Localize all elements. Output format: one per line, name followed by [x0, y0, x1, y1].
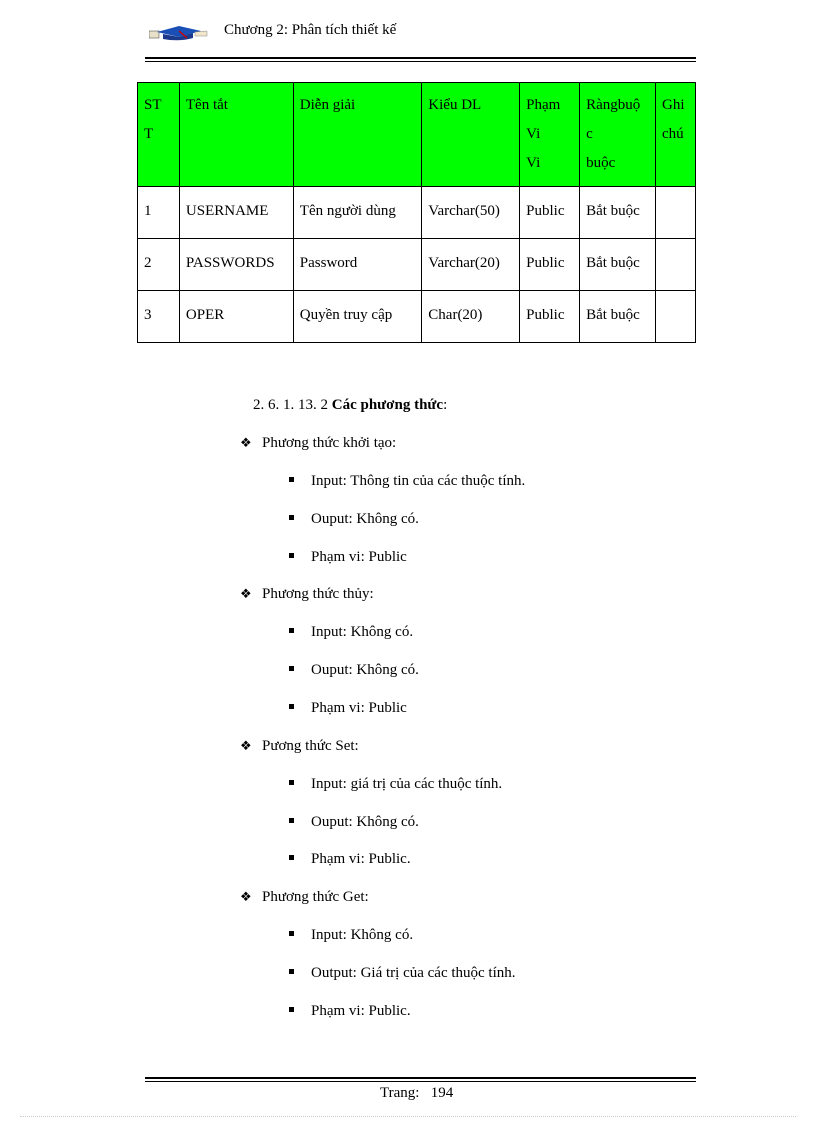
table-row	[138, 187, 696, 239]
footer-rule	[145, 1077, 696, 1079]
table-cell: Public	[520, 239, 580, 291]
table-cell: Public	[520, 291, 580, 343]
square-bullet-icon	[289, 553, 294, 558]
table-cell: USERNAME	[179, 187, 293, 239]
method-item: ❖ Phương thức khởi tạo:	[240, 435, 397, 451]
list-item: Phạm vi: Public	[289, 700, 407, 717]
list-item: Phạm vi: Public	[289, 549, 407, 566]
footer-rule-thin	[145, 1081, 696, 1082]
diamond-bullet-icon: ❖	[240, 739, 252, 754]
page-header	[147, 18, 695, 46]
list-item: Input: Không có.	[289, 624, 413, 641]
page-edge-dots	[20, 1116, 796, 1117]
list-item: Input: Thông tin của các thuộc tính.	[289, 473, 525, 490]
diamond-bullet-icon: ❖	[240, 436, 252, 451]
method-item: ❖ Pương thức Set:	[240, 738, 359, 754]
table-cell: OPER	[179, 291, 293, 343]
section-number: 2. 6. 1. 13. 2	[253, 397, 332, 413]
table-cell: Tên người dùng	[293, 187, 422, 239]
header-cell-ghi-chu: Ghi chú	[656, 83, 696, 187]
header-cell-rang-buoc: Ràngbuộ c buộc	[580, 83, 656, 187]
list-item: Phạm vi: Public.	[289, 851, 411, 868]
header-cell-dien-giai: Diễn giải	[293, 83, 422, 187]
method-item: ❖ Phương thức thủy:	[240, 586, 374, 602]
table-cell	[656, 239, 696, 291]
square-bullet-icon	[289, 704, 294, 709]
square-bullet-icon	[289, 628, 294, 633]
header-cell-pham-vi: Phạm Vi Vi	[520, 83, 580, 187]
table-cell: 3	[138, 291, 180, 343]
section-title: Các phương thức	[331, 397, 444, 413]
section-heading: 2. 6. 1. 13. 2 Các phương thức:	[253, 397, 448, 413]
square-bullet-icon	[289, 855, 294, 860]
header-cell-stt: ST T	[138, 83, 180, 187]
method-item: ❖ Phương thức Get:	[240, 889, 369, 905]
header-rule	[145, 57, 696, 59]
table-cell: Bắt buộc	[580, 239, 656, 291]
square-bullet-icon	[289, 515, 294, 520]
table-cell: Public	[520, 187, 580, 239]
table-header-row	[138, 83, 696, 187]
attribute-table	[137, 82, 696, 343]
header-cell-kieu-dl: Kiểu DL	[422, 83, 520, 187]
square-bullet-icon	[289, 931, 294, 936]
list-item: Input: Không có.	[289, 927, 413, 944]
table-cell: Varchar(50)	[422, 187, 520, 239]
diamond-bullet-icon: ❖	[240, 890, 252, 905]
list-item: Output: Giá trị của các thuộc tính.	[289, 965, 516, 982]
page-footer	[380, 1085, 453, 1102]
list-item: Ouput: Không có.	[289, 814, 419, 831]
table-cell: Bắt buộc	[580, 187, 656, 239]
table-cell: Quyền truy cập	[293, 291, 422, 343]
chapter-title: Chương 2: Phân tích thiết kế	[224, 22, 397, 38]
square-bullet-icon	[289, 818, 294, 823]
table-cell: Char(20)	[422, 291, 520, 343]
table-cell: Bắt buộc	[580, 291, 656, 343]
table-row	[138, 239, 696, 291]
diamond-bullet-icon: ❖	[240, 587, 252, 602]
table-cell: Varchar(20)	[422, 239, 520, 291]
table-cell: PASSWORDS	[179, 239, 293, 291]
table-row	[138, 291, 696, 343]
page-label: Trang:	[380, 1085, 420, 1101]
table-cell	[656, 187, 696, 239]
table-cell	[656, 291, 696, 343]
header-cell-ten-tat: Tên tắt	[179, 83, 293, 187]
list-item: Phạm vi: Public.	[289, 1003, 411, 1020]
square-bullet-icon	[289, 666, 294, 671]
square-bullet-icon	[289, 1007, 294, 1012]
list-item: Ouput: Không có.	[289, 511, 419, 528]
square-bullet-icon	[289, 780, 294, 785]
table-cell: 2	[138, 239, 180, 291]
square-bullet-icon	[289, 477, 294, 482]
table-cell: 1	[138, 187, 180, 239]
page-number: 194	[430, 1085, 454, 1101]
list-item: Ouput: Không có.	[289, 662, 419, 679]
list-item: Input: giá trị của các thuộc tính.	[289, 776, 502, 793]
table-cell: Password	[293, 239, 422, 291]
graduation-cap-logo-icon	[149, 22, 211, 42]
header-rule-thin	[145, 61, 696, 62]
square-bullet-icon	[289, 969, 294, 974]
